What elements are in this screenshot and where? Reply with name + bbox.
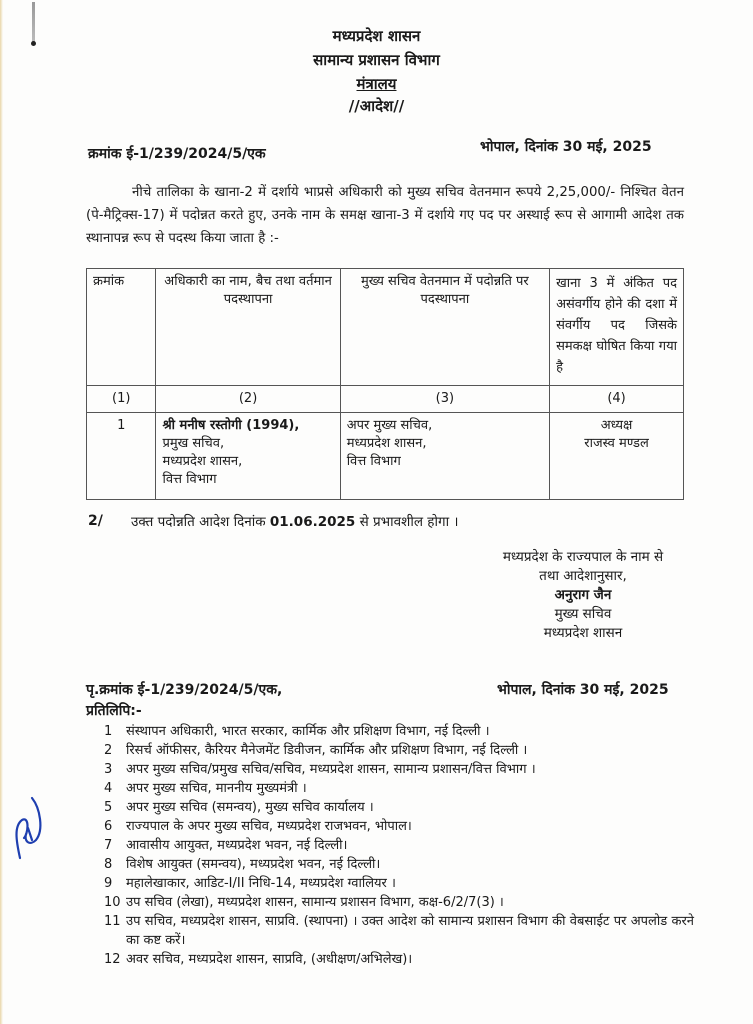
list-item-text: राज्यपाल के अपर मुख्य सचिव, मध्यप्रदेश राजभवन, भोपाल।	[126, 819, 412, 834]
list-item-number: 12	[104, 952, 121, 967]
para2-text	[131, 512, 458, 530]
header-serial: क्रमांक	[87, 269, 156, 386]
copy-list	[104, 722, 694, 969]
header-ministry-wrap	[0, 74, 753, 94]
header-officer: अधिकारी का नाम, बैच तथा वर्तमान पदस्थापना	[156, 269, 340, 386]
equivalent-post-line: अध्यक्ष	[600, 418, 633, 433]
header-order-title: //आदेश//	[348, 97, 405, 115]
column-number: (1)	[87, 386, 156, 413]
list-item-number: 6	[104, 819, 113, 834]
list-item-number: 2	[104, 743, 113, 758]
table-row	[87, 413, 684, 500]
table-header-row	[87, 269, 684, 386]
officer-post-line: प्रमुख सचिव,	[162, 436, 225, 451]
list-item-number: 1	[104, 724, 113, 739]
list-item-number: 10	[104, 895, 121, 910]
column-number: (4)	[550, 386, 684, 413]
copy-ref-number: पृ.क्रमांक ई-1/239/2024/5/एक,	[86, 682, 283, 698]
column-number: (3)	[340, 386, 549, 413]
signatory-designation: मुख्य सचिव	[554, 606, 612, 622]
header-department: सामान्य प्रशासन विभाग	[313, 51, 440, 69]
list-item-text: विशेष आयुक्त (समन्वय), मध्यप्रदेश भवन, नई दिल्ली।	[126, 857, 381, 872]
copy-ref-place-date: भोपाल, दिनांक 30 मई, 2025	[497, 682, 669, 698]
signatory-office: मध्यप्रदेश शासन	[543, 625, 623, 641]
list-item	[104, 912, 694, 950]
list-item-number: 5	[104, 800, 113, 815]
list-item	[104, 874, 694, 893]
new-posting-line: अपर मुख्य सचिव,	[346, 418, 433, 433]
new-posting-line: मध्यप्रदेश शासन,	[346, 436, 427, 451]
row-serial-value: 1	[117, 418, 126, 433]
list-item-text: रिसर्च ऑफीसर, कैरियर मैनेजमेंट डिवीजन, कार्मिक और प्रशिक्षण विभाग, नई दिल्ली ।	[126, 743, 528, 758]
header-new-posting: मुख्य सचिव वेतनमान में पदोन्नति पर पदस्थापना	[340, 269, 549, 386]
list-item	[104, 817, 694, 836]
list-item-number: 7	[104, 838, 113, 853]
list-item-text: उप सचिव, मध्यप्रदेश शासन, साप्रवि. (स्थापना) । उक्त आदेश को सामान्य प्रशासन विभाग की वेबसाईट पर अपलोड करने का कष्ट करें।	[126, 914, 694, 948]
list-item-number: 9	[104, 876, 113, 891]
table-column-number-row	[87, 386, 684, 413]
list-item	[104, 893, 694, 912]
promotion-table	[86, 268, 684, 500]
list-item-text: संस्थापन अधिकारी, भारत सरकार, कार्मिक और प्रशिक्षण विभाग, नई दिल्ली ।	[126, 724, 490, 739]
header-government: मध्यप्रदेश शासन	[332, 27, 421, 45]
signature-line2: तथा आदेशानुसार,	[539, 568, 627, 584]
row-equivalent-post	[550, 413, 684, 500]
new-posting-line: वित्त विभाग	[346, 454, 401, 469]
list-item	[104, 950, 694, 969]
list-item	[104, 836, 694, 855]
header-equivalent-post: खाना 3 में अंकित पद असंवर्गीय होने की दशा में संवर्गीय पद जिसके समकक्ष घोषित किया गया है	[550, 269, 684, 386]
header-ministry: मंत्रालय	[356, 75, 397, 93]
handwritten-initials-signature	[10, 790, 50, 860]
list-item-number: 3	[104, 762, 113, 777]
copy-label: प्रतिलिपि:-	[86, 703, 142, 719]
para2-text-before: उक्त पदोन्नति आदेश दिनांक	[131, 514, 270, 530]
signature-block	[468, 548, 698, 643]
row-new-posting	[340, 413, 549, 500]
list-item-number: 4	[104, 781, 113, 796]
row-serial	[87, 413, 156, 500]
order-place-date: भोपाल, दिनांक 30 मई, 2025	[480, 139, 652, 155]
list-item-text: अवर सचिव, मध्यप्रदेश शासन, साप्रवि, (अधीक्षण/अभिलेख)।	[126, 952, 413, 967]
para2-number: 2/	[88, 513, 103, 529]
column-number: (2)	[156, 386, 340, 413]
para2-text-after: से प्रभावशील होगा ।	[355, 514, 459, 530]
officer-name: श्री मनीष रस्तोगी (1994),	[162, 418, 300, 433]
list-item-number: 11	[104, 914, 121, 929]
para2-effective-date: 01.06.2025	[269, 514, 356, 530]
paper-edge	[0, 0, 3, 1024]
list-item	[104, 741, 694, 760]
list-item	[104, 855, 694, 874]
list-item	[104, 722, 694, 741]
list-item-text: अपर मुख्य सचिव/प्रमुख सचिव/सचिव, मध्यप्रदेश शासन, सामान्य प्रशासन/वित्त विभाग ।	[126, 762, 536, 777]
officer-post-line: मध्यप्रदेश शासन,	[162, 454, 243, 469]
order-number: क्रमांक ई-1/239/2024/5/एक	[88, 146, 266, 162]
signatory-name: अनुराग जैन	[554, 587, 612, 603]
list-item-text: महालेखाकार, आडिट-I/II निधि-14, मध्यप्रदेश ग्वालियर ।	[126, 876, 396, 891]
list-item-text: आवासीय आयुक्त, मध्यप्रदेश भवन, नई दिल्ली।	[126, 838, 348, 853]
officer-post-line: वित्त विभाग	[162, 472, 217, 487]
list-item	[104, 798, 694, 817]
order-body-paragraph: नीचे तालिका के खाना-2 में दर्शाये भाप्रसे अधिकारी को मुख्य सचिव वेतनमान रूपये 2,25,000/- निश्चित वेतन (पे-मैट्रिक्स-17) में पदोन्नत करते हुए, उनके नाम के समक्ष खाना-3 में दर्शाये गए पद पर अस्थाई रूप से आगामी आदेश तक स्थानापन्न रूप से पदस्थ किया जाता है :-	[86, 185, 684, 246]
signature-line1: मध्यप्रदेश के राज्यपाल के नाम से	[502, 549, 664, 565]
list-item-text: उप सचिव (लेखा), मध्यप्रदेश शासन, सामान्य प्रशासन विभाग, कक्ष-6/2/7(3) ।	[126, 895, 504, 910]
equivalent-post-line: राजस्व मण्डल	[584, 436, 649, 451]
list-item-text: अपर मुख्य सचिव (समन्वय), मुख्य सचिव कार्यालय ।	[126, 800, 374, 815]
row-officer	[156, 413, 340, 500]
list-item	[104, 779, 694, 798]
list-item-text: अपर मुख्य सचिव, माननीय मुख्यमंत्री ।	[126, 781, 307, 796]
list-item	[104, 760, 694, 779]
list-item-number: 8	[104, 857, 113, 872]
